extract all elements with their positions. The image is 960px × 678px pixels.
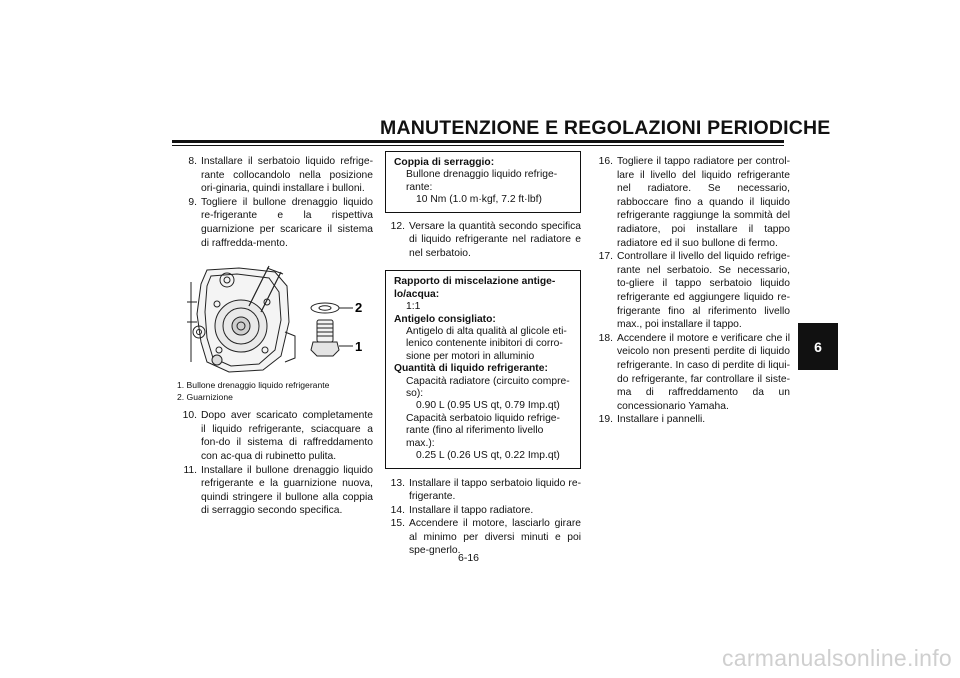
callout-2: 2	[355, 300, 363, 316]
drain-bolt-figure	[177, 262, 373, 376]
mix-title: Rapporto di miscelazione antige-lo/acqua:	[394, 276, 556, 300]
column-left	[177, 155, 373, 518]
tank-capacity-value: 0.25 L (0.26 US qt, 0.22 Imp.qt)	[416, 450, 560, 462]
mix-value: 1:1	[406, 301, 421, 313]
torque-title: Coppia di serraggio:	[394, 157, 495, 168]
step-16: 16. Togliere il tappo radiatore per control-lare il livello del liquido refrigerante nel radiatore. Se necessario, rabboccare fino a quando il liquido refrigerante raggiunge la sommità del radiatore, poi installare il tappo radiatore ed il suo bullone di fermo.	[598, 156, 790, 249]
step-19: 19. Installare i pannelli.	[598, 414, 706, 426]
step-8: 8. Installare il serbatoio liquido refrige-rante collocandolo nella posizione ori-ginaria, quindi installare i bulloni.	[188, 156, 373, 195]
step-13: 13. Installare il tappo serbatoio liquido re-frigerante.	[390, 477, 581, 503]
page-number: 6-16	[458, 552, 480, 564]
column-middle	[385, 145, 581, 558]
step-12: 12. Versare la quantità secondo specifica di liquido refrigerante nel radiatore e nel serbatoio.	[390, 220, 581, 259]
title-rule	[172, 140, 784, 143]
torque-value: 10 Nm (1.0 m·kgf, 7.2 ft·lbf)	[416, 194, 542, 206]
page-title: MANUTENZIONE E REGOLAZIONI PERIODICHE	[380, 117, 831, 139]
antifreeze-text: Antigelo di alta qualità al glicole eti-lenico contenente inibitori di corro-sione per motori in alluminio	[406, 326, 567, 362]
step-15: 15. Accendere il motore, lasciarlo girare al minimo per diversi minuti e poi spe-gnerlo.	[390, 518, 581, 557]
radiator-capacity-label: Capacità radiatore (circuito compre-so):	[406, 375, 570, 400]
column-right	[593, 155, 790, 427]
step-18: 18. Accendere il motore e verificare che il veicolo non presenti perdite di liquido refrigerante. In caso di perdite di liqui-do refrigerante, far controllare il siste-ma di raffreddamento da un concessionario Yamaha.	[598, 332, 790, 412]
step-9: 9. Togliere il bullone drenaggio liquido re-frigerante e la rispettiva guarnizione per scaricare il sistema di raffredda-mento.	[188, 196, 373, 249]
caption-1: 1. Bullone drenaggio liquido refrigerante	[177, 380, 330, 391]
quantity-title: Quantità di liquido refrigerante:	[394, 363, 548, 375]
step-10: 10. Dopo aver scaricato completamente il liquido refrigerante, sciacquare a fon-do il sistema di raffreddamento con ac-qua di rubinetto pulita.	[182, 410, 373, 462]
torque-item: Bullone drenaggio liquido refrige-rante:	[406, 169, 558, 193]
tank-capacity-label: Capacità serbatoio liquido refrige-rante (fino al riferimento livello max.):	[406, 412, 560, 449]
chapter-tab: 6	[798, 323, 838, 370]
engine-illustration	[177, 262, 373, 376]
radiator-capacity-value: 0.90 L (0.95 US qt, 0.79 Imp.qt)	[416, 400, 560, 412]
figure-captions	[177, 379, 373, 403]
step-17: 17. Controllare il livello del liquido refrige-rante nel serbatoio. Se necessario, to-gliere il tappo serbatoio liquido refrigerante ed aggiungere liquido re-frigerante fino al riferimento livello max., poi installare il tappo.	[598, 251, 790, 331]
caption-2: 2. Guarnizione	[177, 392, 233, 403]
watermark: carmanualsonline.info	[721, 645, 952, 671]
callout-1: 1	[355, 339, 363, 355]
antifreeze-title: Antigelo consigliato:	[394, 313, 496, 325]
step-11: 11. Installare il bullone drenaggio liquido refrigerante e la guarnizione nuova, quindi stringere il bullone alla coppia di serraggio secondo specifica.	[183, 464, 373, 517]
step-14: 14. Installare il tappo radiatore.	[390, 504, 534, 516]
coolant-spec-box	[385, 270, 581, 468]
torque-spec-box	[385, 151, 581, 213]
